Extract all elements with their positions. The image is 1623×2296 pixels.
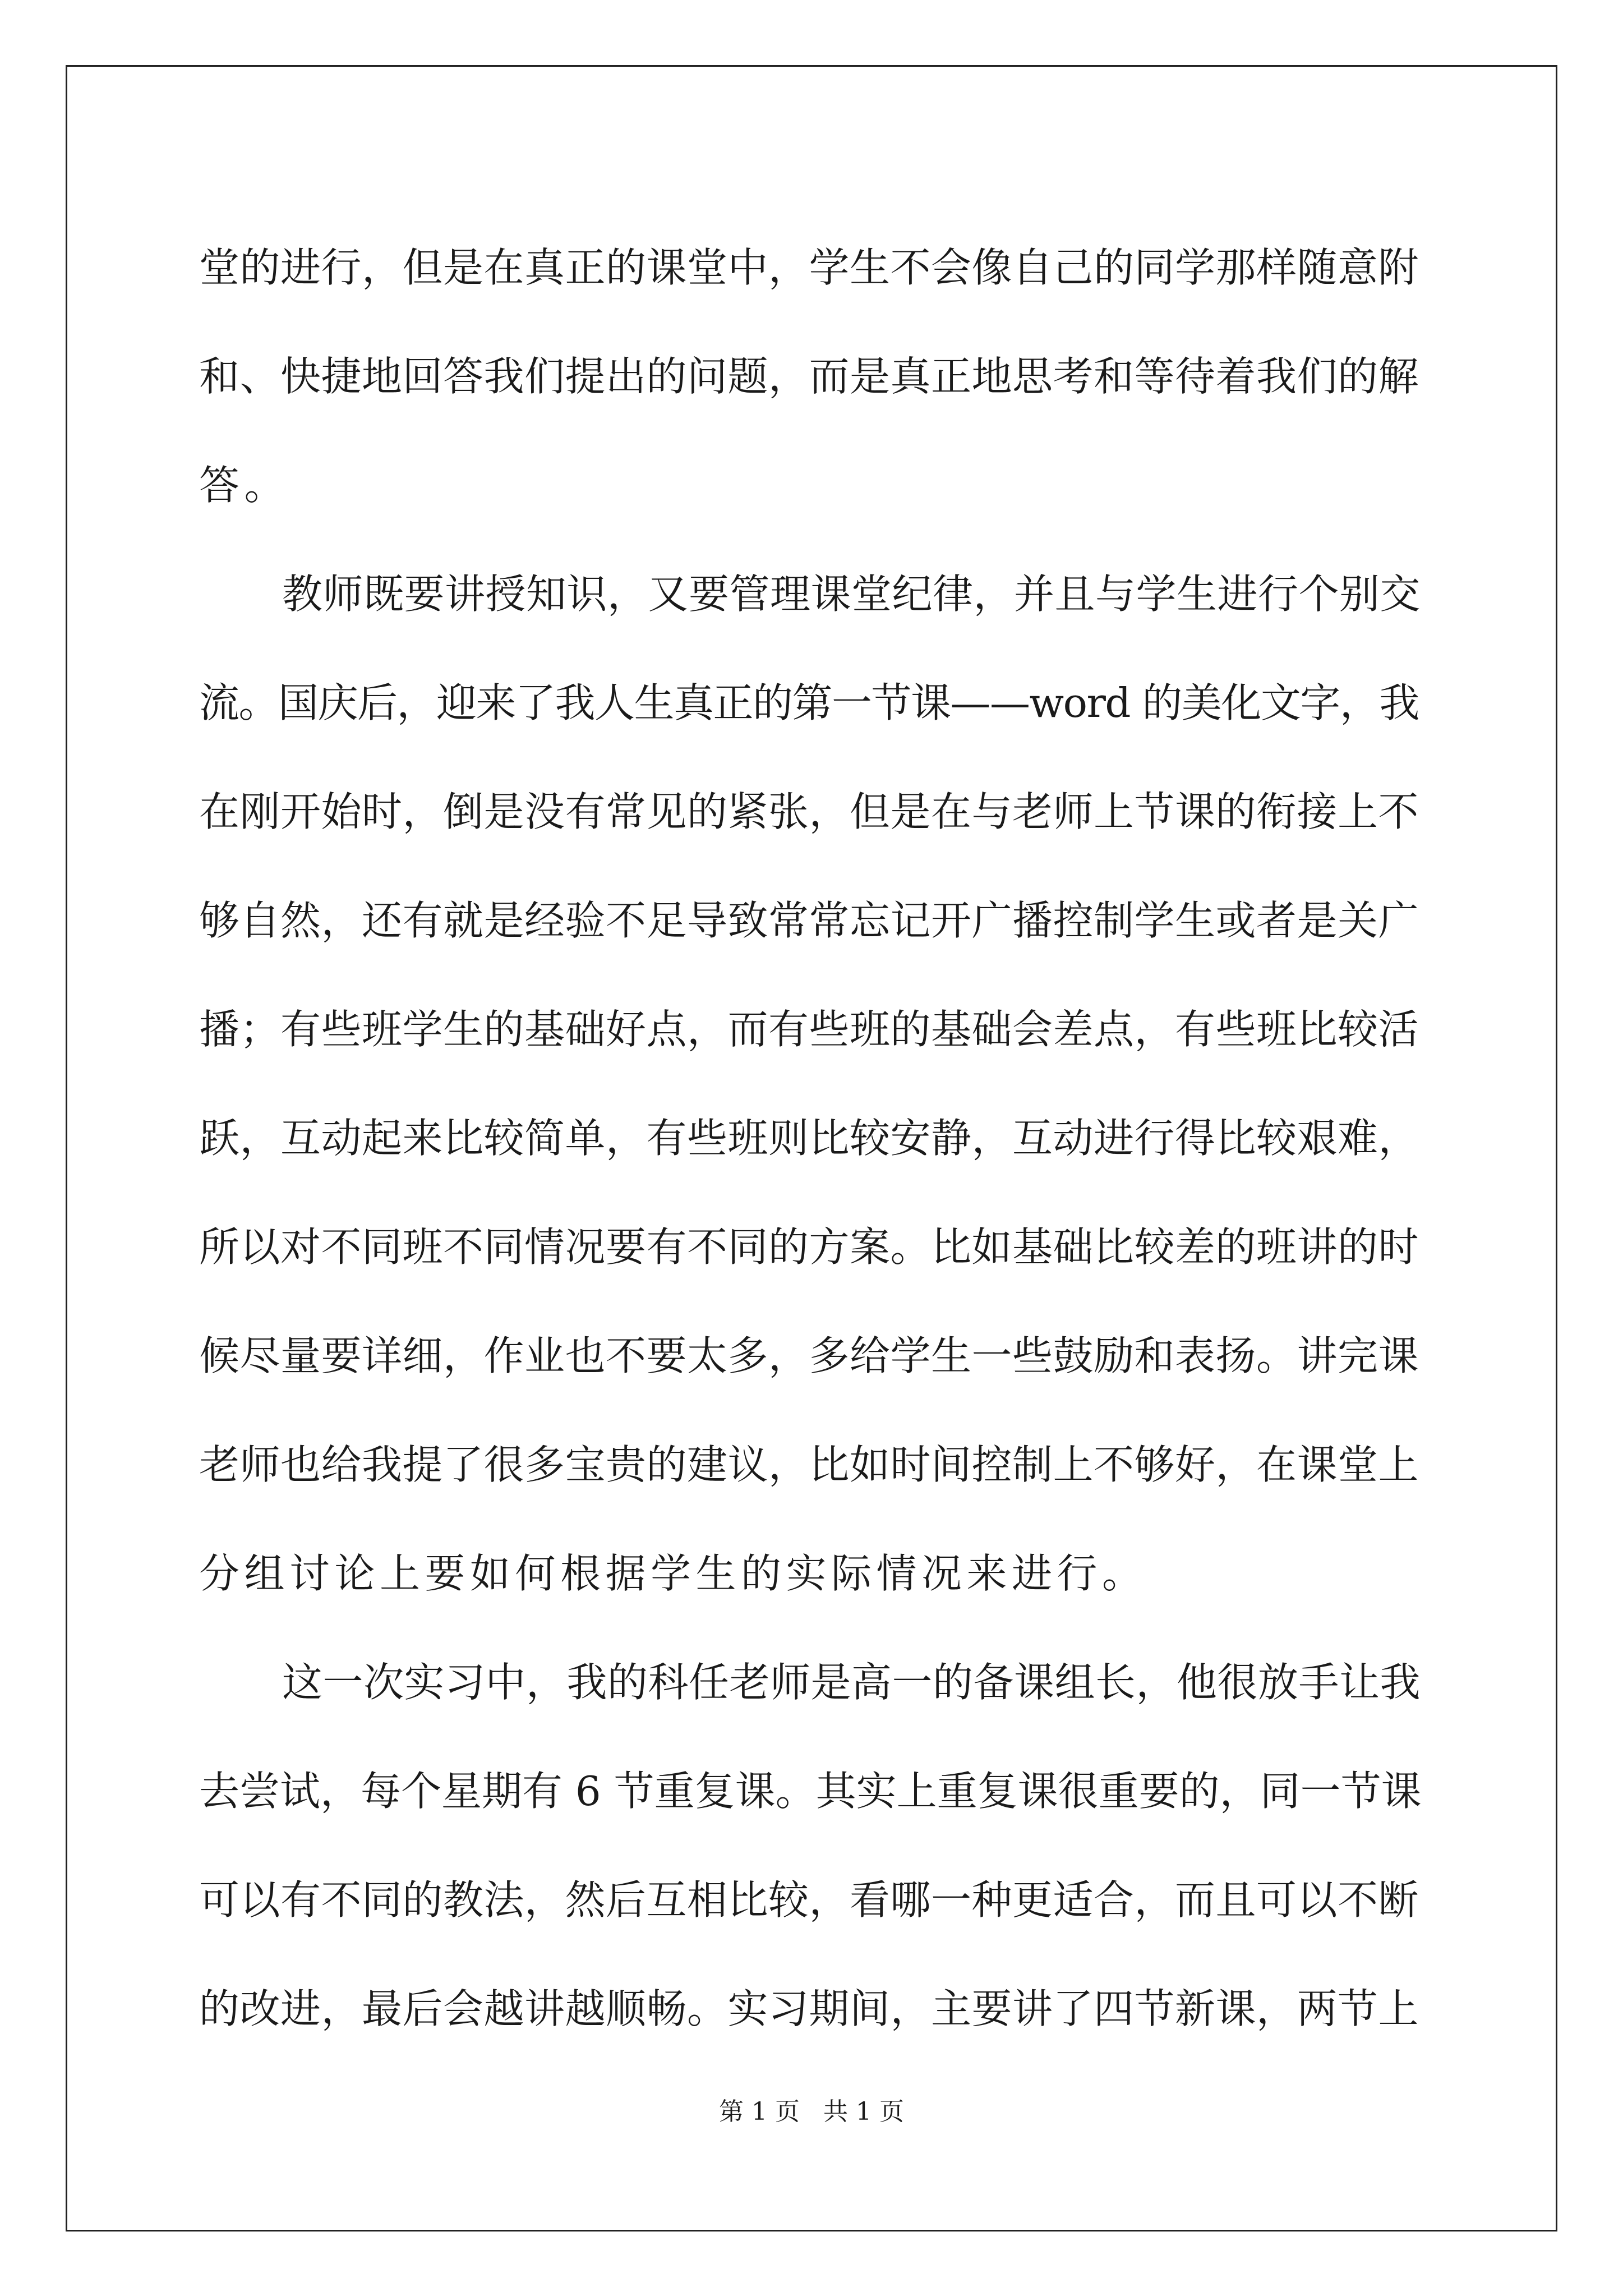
text-line: 在刚开始时，倒是没有常见的紧张，但是在与老师上节课的衔接上不 [199, 788, 1419, 835]
text-line: 和、快捷地回答我们提出的问题，而是真正地思考和等待着我们的解 [199, 353, 1419, 400]
text-line: 堂的进行，但是在真正的课堂中，学生不会像自己的同学那样随意附 [199, 244, 1419, 291]
text-line: 分组讨论上要如何根据学生的实际情况来进行。 [199, 1550, 1147, 1597]
text-line: 流。国庆后，迎来了我人生真正的第一节课——word 的美化文字，我 [199, 679, 1419, 726]
text-line: 跃，互动起来比较简单，有些班则比较安静，互动进行得比较艰难， [199, 1115, 1419, 1162]
text-line: 够自然，还有就是经验不足导致常常忘记开广播控制学生或者是关广 [199, 897, 1419, 944]
text-line: 答。 [199, 462, 290, 509]
text-line: 这一次实习中，我的科任老师是高一的备课组长，他很放手让我 [282, 1659, 1421, 1706]
text-line: 候尽量要详细，作业也不要太多，多给学生一些鼓励和表扬。讲完课 [199, 1332, 1419, 1379]
document-body [199, 213, 1425, 2063]
text-line: 所以对不同班不同情况要有不同的方案。比如基础比较差的班讲的时 [199, 1223, 1419, 1271]
text-line: 去尝试，每个星期有 6 节重复课。其实上重复课很重要的，同一节课 [199, 1768, 1422, 1815]
text-line: 播；有些班学生的基础好点，而有些班的基础会差点，有些班比较活 [199, 1006, 1419, 1053]
text-line: 可以有不同的教法，然后互相比较，看哪一种更适合，而且可以不断 [199, 1876, 1419, 1924]
page-footer: 第 1 页 共 1 页 [719, 2097, 904, 2126]
text-line: 教师既要讲授知识，又要管理课堂纪律，并且与学生进行个别交 [282, 570, 1421, 618]
text-line: 老师也给我提了很多宝贵的建议，比如时间控制上不够好，在课堂上 [199, 1441, 1419, 1488]
text-line: 的改进，最后会越讲越顺畅。实习期间，主要讲了四节新课，两节上 [199, 1985, 1419, 2032]
